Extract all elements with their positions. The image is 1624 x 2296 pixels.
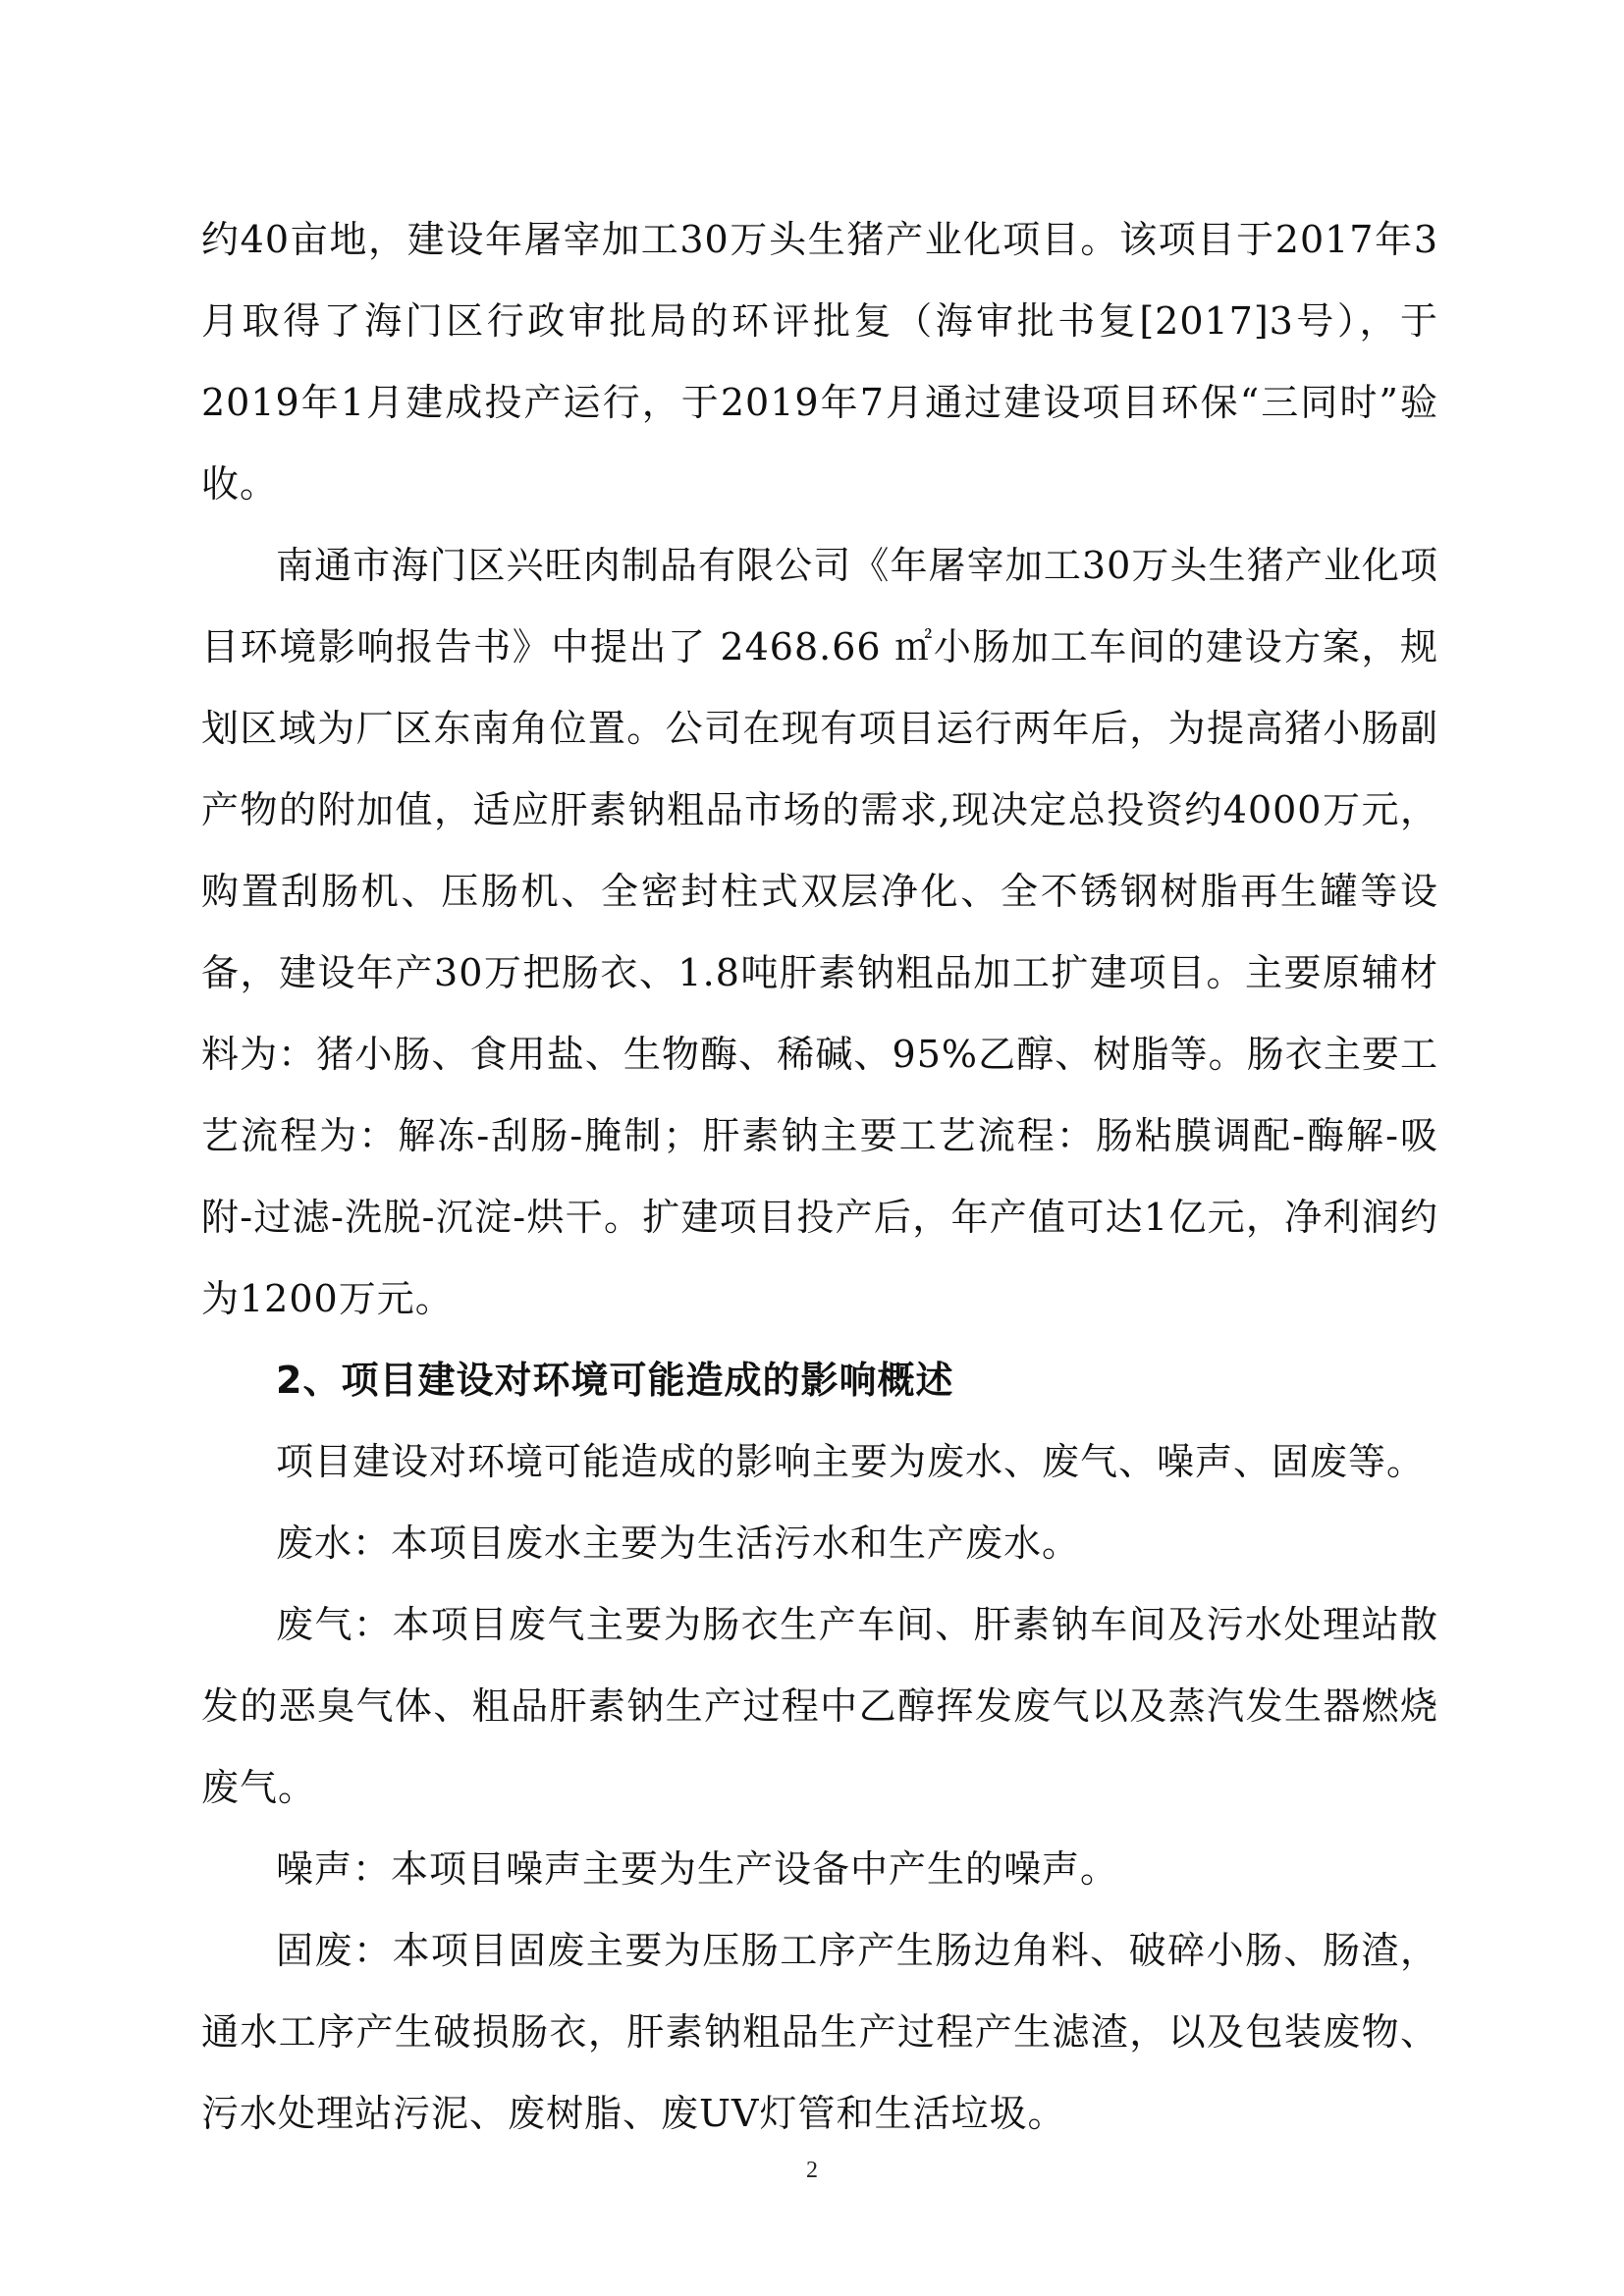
paragraph-waste-gas: 废气：本项目废气主要为肠衣生产车间、肝素钠车间及污水处理站散发的恶臭气体、粗品肝素钠生产过程中乙醇挥发废气以及蒸汽发生器燃烧废气。 (201, 1603, 1438, 1809)
paragraph-expansion-plan: 南通市海门区兴旺肉制品有限公司《年屠宰加工30万头生猪产业化项目环境影响报告书》中提出了 2468.66 ㎡小肠加工车间的建设方案，规划区域为厂区东南角位置。公司在现有项目运行两年后，为提高猪小肠副产物的附加值，适应肝素钠粗品市场的需求,现决定总投资约4000万元，购置刮肠机、压肠机、全密封柱式双层净化、全不锈钢树脂再生罐等设备，建设年产30万把肠衣、1.8吨肝素钠粗品加工扩建项目。主要原辅材料为：猪小肠、食用盐、生物酶、稀碱、95%乙醇、树脂等。肠衣主要工艺流程为：解冻-刮肠-腌制；肝素钠主要工艺流程：肠粘膜调配-酶解-吸附-过滤-洗脱-沉淀-烘干。扩建项目投产后，年产值可达1亿元，净利润约为1200万元。 (201, 544, 1438, 1320)
page-body (201, 199, 1438, 2155)
paragraph-solid-waste: 固废：本项目固废主要为压肠工序产生肠边角料、破碎小肠、肠渣，通水工序产生破损肠衣，肝素钠粗品生产过程产生滤渣，以及包装废物、污水处理站污泥、废树脂、废UV灯管和生活垃圾。 (201, 1929, 1438, 2135)
section-heading-environmental-impact: 2、项目建设对环境可能造成的影响概述 (276, 1359, 954, 1402)
paragraph-impact-overview: 项目建设对环境可能造成的影响主要为废水、废气、噪声、固废等。 (276, 1440, 1426, 1483)
paragraph-noise: 噪声：本项目噪声主要为生产设备中产生的噪声。 (276, 1847, 1119, 1891)
page-number: 2 (806, 2158, 818, 2183)
paragraph-wastewater: 废水：本项目废水主要为生活污水和生产废水。 (276, 1522, 1081, 1565)
paragraph-project-history: 约40亩地，建设年屠宰加工30万头生猪产业化项目。该项目于2017年3月取得了海门区行政审批局的环评批复（海审批书复[2017]3号），于2019年1月建成投产运行，于2019年7月通过建设项目环保“三同时”验收。 (201, 218, 1438, 506)
